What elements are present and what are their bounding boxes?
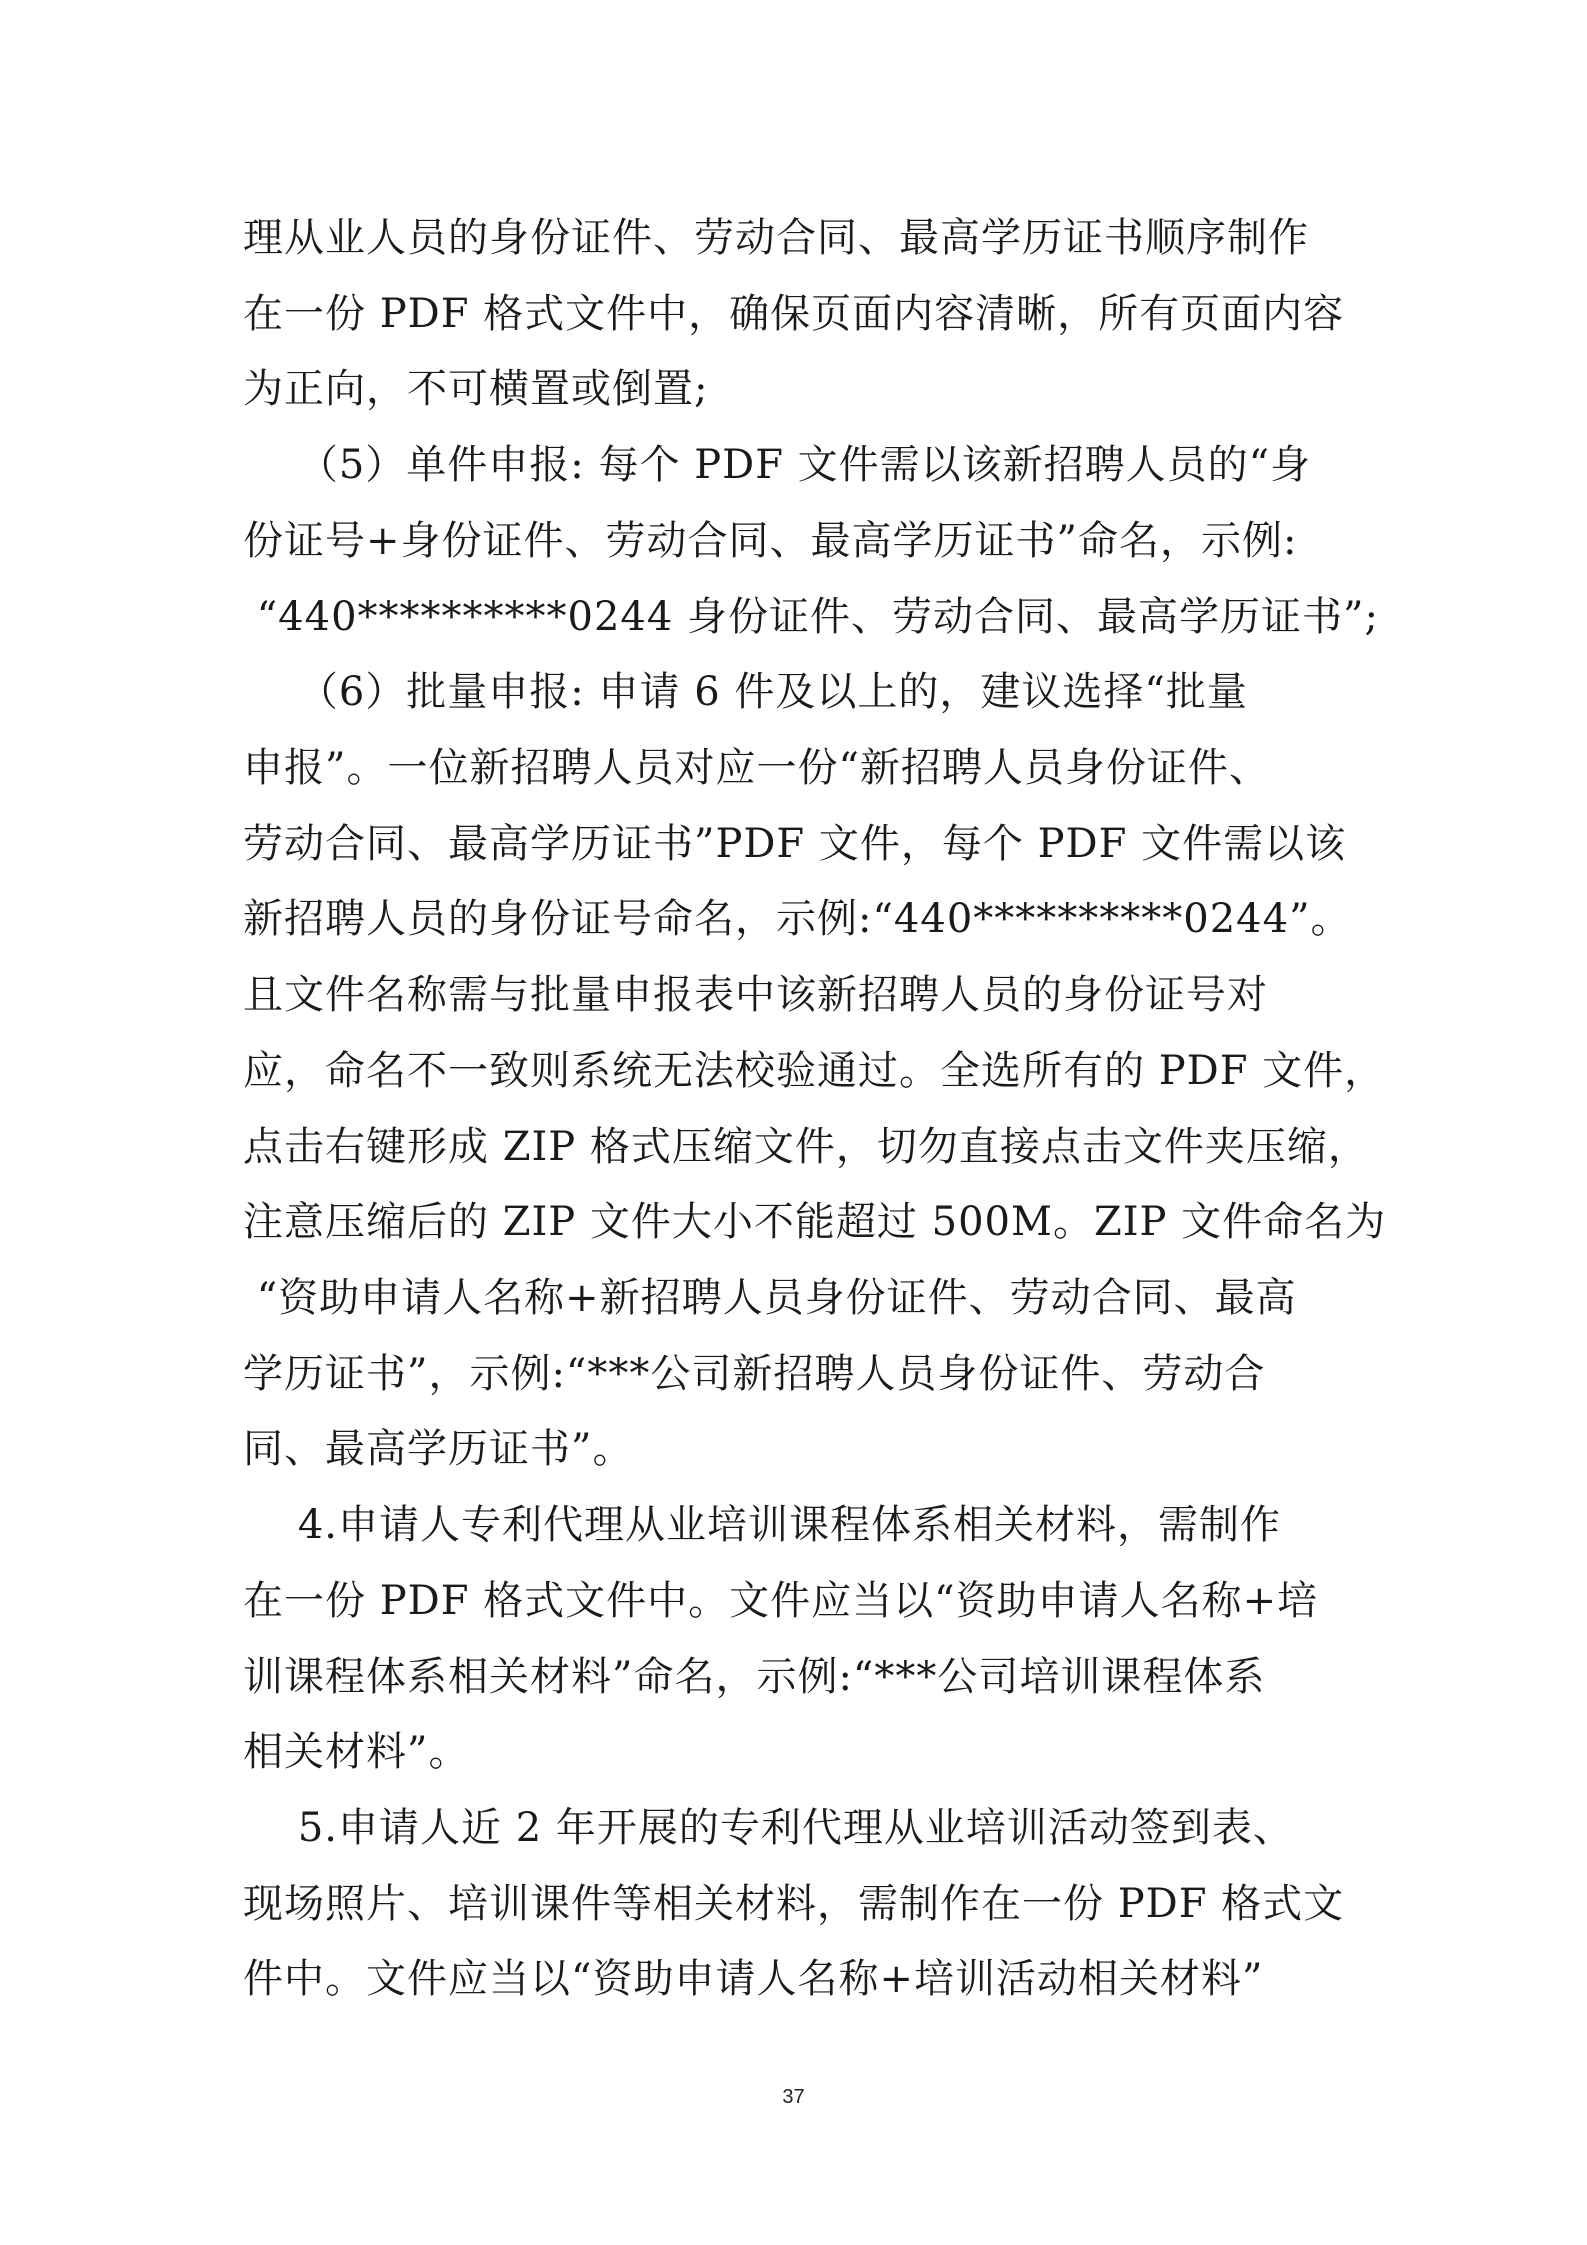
text-line: 在一份 PDF 格式文件中。文件应当以“资助申请人名称+培 — [243, 1578, 1319, 1624]
text-line: 5.申请人近 2 年开展的专利代理从业培训活动签到表、 — [243, 1805, 1294, 1851]
text-line: （6）批量申报: 申请 6 件及以上的，建议选择“批量 — [243, 669, 1248, 715]
text-line: 为正向，不可横置或倒置; — [243, 366, 709, 412]
text-line: 份证号+身份证件、劳动合同、最高学历证书”命名，示例: — [243, 518, 1298, 564]
text-line: 注意压缩后的 ZIP 文件大小不能超过 500M。ZIP 文件命名为 — [243, 1199, 1387, 1245]
text-line: 现场照片、培训课件等相关材料，需制作在一份 PDF 格式文 — [243, 1881, 1345, 1927]
text-line: “资助申请人名称+新招聘人员身份证件、劳动合同、最高 — [243, 1275, 1297, 1321]
text-line: 申报”。一位新招聘人员对应一份“新招聘人员身份证件、 — [243, 745, 1270, 791]
text-line: 理从业人员的身份证件、劳动合同、最高学历证书顺序制作 — [243, 215, 1309, 261]
text-line: 训课程体系相关材料”命名，示例:“***公司培训课程体系 — [243, 1654, 1266, 1700]
text-line: 点击右键形成 ZIP 格式压缩文件，切勿直接点击文件夹压缩， — [243, 1124, 1369, 1170]
text-line: 件中。文件应当以“资助申请人名称+培训活动相关材料” — [243, 1956, 1264, 2002]
text-line: 劳动合同、最高学历证书”PDF 文件，每个 PDF 文件需以该 — [243, 821, 1347, 867]
text-line: 4.申请人专利代理从业培训课程体系相关材料，需制作 — [243, 1502, 1282, 1548]
text-line: 且文件名称需与批量申报表中该新招聘人员的身份证号对 — [243, 972, 1268, 1018]
text-line: （5）单件申报: 每个 PDF 文件需以该新招聘人员的“身 — [243, 442, 1312, 488]
text-line: 新招聘人员的身份证号命名，示例:“440**********0244”。 — [243, 896, 1352, 942]
text-line: 应，命名不一致则系统无法校验通过。全选所有的 PDF 文件， — [243, 1048, 1386, 1094]
page-number: 37 — [782, 2086, 805, 2108]
text-line: 学历证书”，示例:“***公司新招聘人员身份证件、劳动合 — [243, 1351, 1266, 1397]
text-line: 相关材料”。 — [243, 1729, 470, 1775]
text-line: 同、最高学历证书”。 — [243, 1426, 634, 1472]
text-line: “440**********0244 身份证件、劳动合同、最高学历证书”; — [243, 594, 1379, 640]
text-line: 在一份 PDF 格式文件中，确保页面内容清晰，所有页面内容 — [243, 291, 1345, 337]
